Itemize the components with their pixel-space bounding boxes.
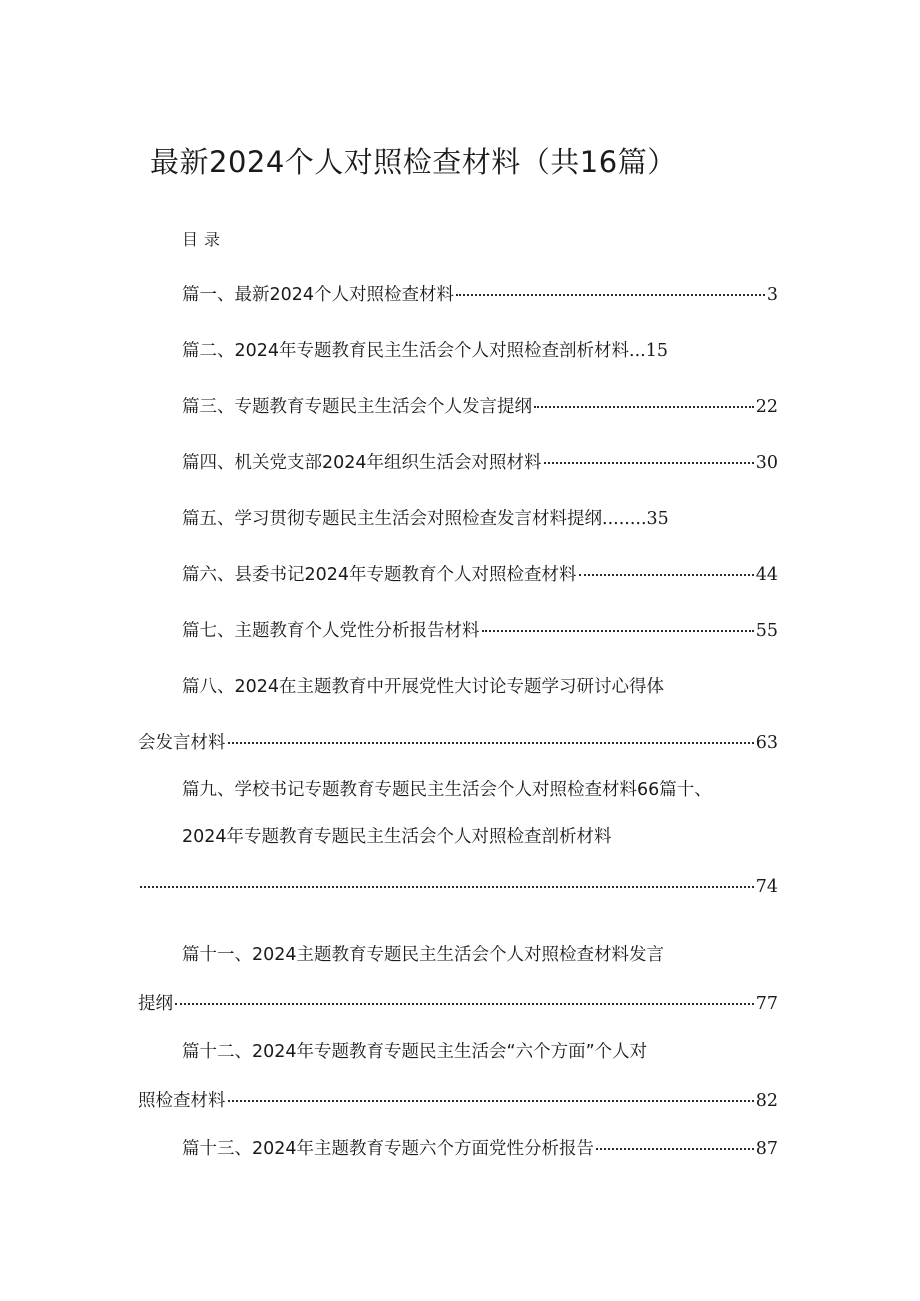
toc-entry-page: 55 [755, 621, 778, 641]
toc-entry-page: 87 [755, 1139, 778, 1159]
toc-entry[interactable] [182, 561, 778, 589]
toc-entry-label: 篇六、县委书记2024年专题教育个人对照检查材料 [182, 565, 577, 585]
toc-entry-label-line2[interactable]: 2024年专题教育专题民主生活会个人对照检查剖析材料 [182, 827, 612, 847]
toc-entry-label: 提纲 [138, 994, 173, 1014]
toc-entry-label: 篇四、机关党支部2024年组织生活会对照材料 [182, 453, 542, 473]
dot-leader [534, 406, 754, 408]
toc-entry-page: ...15 [629, 341, 669, 361]
toc-heading: 目录 [182, 230, 227, 249]
toc-entry-label-line1[interactable]: 篇十一、2024主题教育专题民主生活会个人对照检查材料发言 [182, 945, 665, 965]
dot-leader [482, 630, 754, 632]
toc-entry[interactable] [138, 729, 778, 757]
toc-entry-page: 77 [755, 994, 778, 1014]
toc-entry-label: 会发言材料 [138, 733, 226, 753]
toc-entry-label: 篇七、主题教育个人党性分析报告材料 [182, 621, 480, 641]
toc-entry-label-line1[interactable]: 篇十二、2024年专题教育专题民主生活会“六个方面”个人对 [182, 1042, 648, 1062]
toc-entry[interactable] [182, 505, 669, 533]
toc-entry-label-line1[interactable]: 篇八、2024在主题教育中开展党性大讨论专题学习研讨心得体 [182, 677, 665, 697]
dot-leader [175, 1003, 754, 1005]
toc-entry[interactable] [182, 393, 778, 421]
dot-leader [596, 1148, 754, 1150]
toc-entry-label: 篇二、2024年专题教育民主生活会个人对照检查剖析材料 [182, 341, 630, 361]
toc-entry[interactable] [182, 281, 778, 309]
document-title: 最新2024个人对照检查材料（共16篇） [150, 145, 677, 179]
toc-entry[interactable] [138, 873, 778, 901]
toc-entry[interactable] [182, 1135, 778, 1163]
toc-entry-label: 篇五、学习贯彻专题民主生活会对照检查发言材料提纲 [182, 509, 602, 529]
toc-entry-page: 3 [766, 285, 778, 305]
toc-entry-page: 74 [755, 877, 778, 897]
dot-leader [579, 574, 754, 576]
toc-entry[interactable] [182, 617, 778, 645]
toc-entry-label-line1[interactable]: 篇九、学校书记专题教育专题民主生活会个人对照检查材料66篇十、 [182, 780, 712, 800]
dot-leader [544, 462, 754, 464]
toc-entry-label: 照检查材料 [138, 1091, 226, 1111]
toc-entry[interactable] [182, 337, 668, 365]
toc-entry[interactable] [182, 449, 778, 477]
toc-entry-label: 篇十三、2024年主题教育专题六个方面党性分析报告 [182, 1139, 595, 1159]
toc-entry[interactable] [138, 990, 778, 1018]
toc-entry-page: 30 [755, 453, 778, 473]
toc-entry-label: 篇一、最新2024个人对照检查材料 [182, 285, 455, 305]
toc-entry[interactable] [138, 1087, 778, 1115]
toc-entry-page: 63 [755, 733, 778, 753]
dot-leader [228, 742, 754, 744]
dot-leader [456, 294, 765, 296]
dot-leader [140, 886, 754, 888]
toc-entry-page: 44 [755, 565, 778, 585]
toc-entry-page: 22 [755, 397, 778, 417]
toc-entry-page: 82 [755, 1091, 778, 1111]
dot-leader [228, 1100, 754, 1102]
toc-entry-page: ........35 [602, 509, 669, 529]
toc-entry-label: 篇三、专题教育专题民主生活会个人发言提纲 [182, 397, 532, 417]
